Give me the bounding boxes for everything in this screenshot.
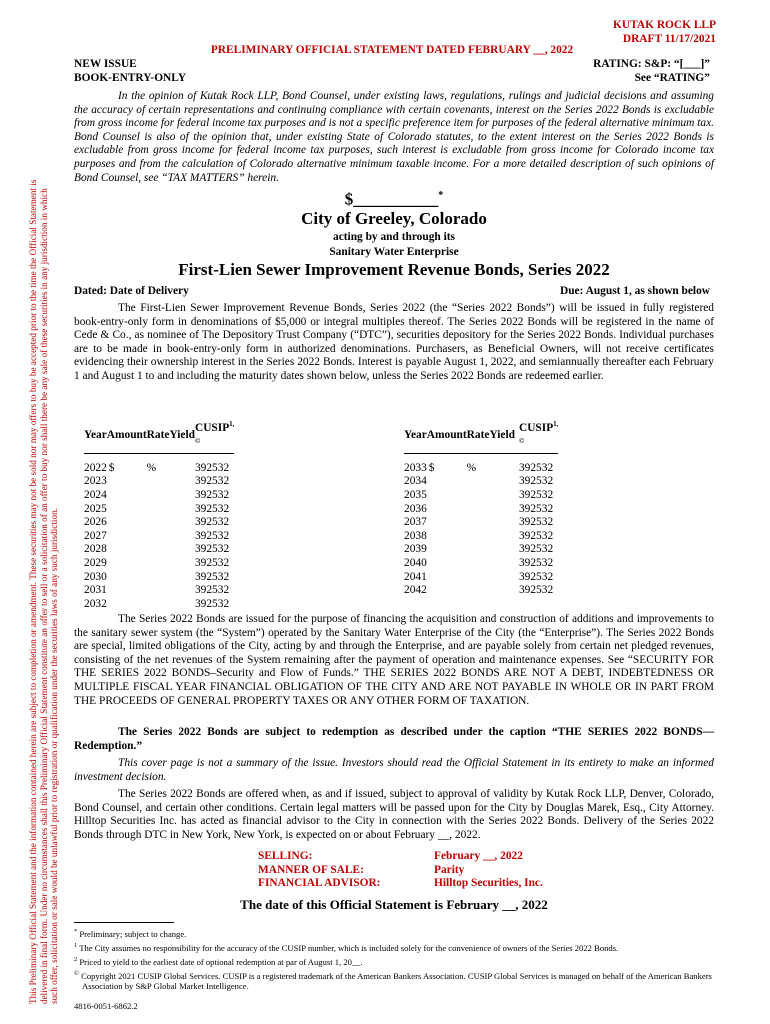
- maturity-year: 2023: [84, 475, 107, 488]
- side-notice: [28, 12, 60, 1004]
- cusip-sup: 1, ©: [194, 420, 235, 446]
- col-rate: Rate: [147, 418, 170, 453]
- maturity-row: [404, 503, 558, 517]
- maturity-rate: [147, 475, 170, 489]
- footnote-text: Copyright 2021 CUSIP Global Services. CUSIP is a registered trademark of the American Bankers Association. CUSIP Global Services is managed on behalf of the American Bankers Association by S&P Global Market Intelligence.: [81, 970, 712, 992]
- maturity-amount: [427, 503, 467, 517]
- maturity-row: [404, 462, 558, 476]
- maturity-year: 2024: [84, 488, 107, 501]
- maturity-cusip: 392532: [194, 543, 230, 556]
- footnote: [74, 954, 718, 968]
- footnote-mark: ©: [74, 969, 79, 977]
- maturity-yield: [169, 584, 195, 598]
- footnotes: [74, 926, 718, 992]
- maturity-amount: [427, 584, 467, 598]
- maturity-amount: [427, 557, 467, 571]
- statement-date: The date of this Official Statement is February __, 2022: [240, 897, 548, 912]
- maturity-yield: [489, 489, 515, 503]
- preliminary-banner: PRELIMINARY OFFICIAL STATEMENT DATED FEBRUARY __, 2022: [210, 44, 574, 56]
- maturity-cusip: 392532: [194, 584, 230, 597]
- col-yield: Yield: [489, 418, 515, 453]
- cover-notice: This cover page is not a summary of the issue. Investors should read the Official Statement in its entirety to make an informed investment decision.: [74, 757, 714, 783]
- maturity-cusip: 392532: [518, 488, 554, 501]
- maturity-yield: [169, 489, 195, 503]
- rating-block: [593, 58, 710, 85]
- maturity-year: 2027: [84, 529, 107, 542]
- maturity-row: [84, 571, 234, 585]
- maturity-rate: [147, 543, 170, 557]
- maturity-amount: $: [428, 461, 435, 474]
- maturity-rate: [467, 503, 490, 517]
- maturity-yield: [489, 475, 515, 489]
- bond-purpose: The Series 2022 Bonds are issued for the purpose of financing the acquisition and construction of additions and improvements to the sanitary sewer system (the “System”) operated by the Sanitary Water Enterprise of the City (the “Enterprise”). The Series 2022 Bonds are special, limited obligations of the City, acting by and through the Enterprise, and are payable solely from certain net pledged revenues, consisting of the net revenues of the System remaining after the payment of operation and maintenance expenses. See “SECURITY FOR THE SERIES 2022 BONDS–Security and Flow of Funds.” THE SERIES 2022 BONDS ARE NOT A DEBT, INDEBTEDNESS OR MULTIPLE FISCAL YEAR FINANCIAL OBLIGATION OF THE CITY AND ARE NOT PAYABLE IN WHOLE OR IN PART FROM THE PROCEEDS OF GENERAL PROPERTY TAXES OR ANY OTHER FORM OF TAXATION.: [74, 613, 714, 707]
- maturity-yield: [489, 584, 515, 598]
- maturity-row: [404, 584, 558, 598]
- maturity-row: [404, 543, 558, 557]
- maturity-year: 2030: [84, 570, 107, 583]
- col-rate: Rate: [467, 418, 490, 453]
- bond-description: The First-Lien Sewer Improvement Revenue Bonds, Series 2022 (the “Series 2022 Bonds”) will be issued in fully registered book-entry-only form in denominations of $5,000 or integral multiples thereof. The Series 2022 Bonds will be registered in the name of Cede & Co., as nominee of The Depository Trust Company (“DTC”), securities depository for the Series 2022 Bonds. Individual purchases are to be made in book-entry-only form in authorized denominations. Purchasers, as Beneficial Owners, will not receive certificates evidencing their ownership interest in the Series 2022 Bonds. Interest is payable August 1, 2022, and semiannually thereafter each February 1 and August 1 to and including the maturity dates shown below, unless the Series 2022 Bonds are redeemed earlier.: [74, 302, 714, 382]
- maturity-amount: [107, 543, 147, 557]
- maturity-row: [404, 571, 558, 585]
- footnote-mark: 2: [74, 955, 78, 963]
- maturity-yield: [489, 543, 515, 557]
- maturity-amount: [427, 530, 467, 544]
- maturity-yield: [169, 475, 195, 489]
- maturity-year: 2034: [404, 475, 427, 488]
- col-year: Year: [404, 418, 427, 453]
- maturity-amount: [107, 557, 147, 571]
- cusip-sup: 1, ©: [518, 420, 559, 446]
- maturity-rate: %: [146, 461, 157, 474]
- side-notice-line: such offer, solicitation or sale would be unlawful prior to registration or qualification under the securities laws of any such jurisdiction.: [49, 508, 60, 1004]
- maturity-cusip: 392532: [518, 502, 554, 515]
- maturity-yield: [169, 516, 195, 530]
- maturity-rate: %: [466, 461, 477, 474]
- footnote-mark: *: [74, 928, 78, 935]
- maturity-cusip: 392532: [194, 502, 230, 515]
- maturity-table-right: [404, 418, 558, 598]
- footnote-mark: 1: [74, 941, 78, 949]
- maturity-amount: [427, 516, 467, 530]
- col-cusip: [195, 418, 234, 453]
- side-notice-line: delivered in final form. Under no circumstances shall this Preliminary Official Statement constitute an offer to sell or a solicitation of an offer to buy nor shall there be any sale of these securities in any jurisdiction in which: [38, 188, 49, 1004]
- maturity-amount: [107, 489, 147, 503]
- par-amount-value: $__________: [344, 189, 439, 209]
- maturity-table-left: [84, 418, 234, 611]
- footnote-text: The City assumes no responsibility for the accuracy of the CUSIP number, which is included solely for the convenience of owners of the Series 2022 Bonds.: [79, 942, 619, 953]
- maturity-cusip: 392532: [194, 597, 230, 610]
- maturity-year: 2041: [404, 570, 427, 583]
- maturity-rate: [147, 516, 170, 530]
- rating: RATING: S&P: “[___]”: [593, 58, 710, 70]
- maturity-amount: [107, 584, 147, 598]
- footnote-text: Preliminary; subject to change.: [79, 928, 187, 939]
- maturity-yield: [169, 543, 195, 557]
- col-amount: Amount: [107, 418, 147, 453]
- sale-labels: [258, 850, 380, 891]
- maturity-year: 2029: [84, 556, 107, 569]
- footnote-rule: [74, 922, 174, 923]
- selling-label: SELLING:: [258, 850, 313, 862]
- maturity-amount: [427, 571, 467, 585]
- maturity-year: 2037: [404, 516, 427, 529]
- redemption-note: The Series 2022 Bonds are subject to redemption as described under the caption “THE SERIES 2022 BONDS—Redemption.”: [74, 726, 714, 752]
- advisor-value: Hilltop Securities, Inc.: [434, 877, 543, 890]
- acting-through: acting by and through its: [333, 231, 455, 243]
- maturity-row: [84, 557, 234, 571]
- manner-label: MANNER OF SALE:: [258, 863, 364, 876]
- maturity-year: 2042: [404, 584, 427, 597]
- maturity-amount: [427, 475, 467, 489]
- maturity-year: 2033: [404, 461, 427, 474]
- maturity-row: [84, 489, 234, 503]
- cusip-label: CUSIP: [194, 421, 230, 434]
- footnote: [74, 968, 718, 993]
- new-issue: NEW ISSUE: [74, 58, 137, 70]
- maturity-yield: [489, 516, 515, 530]
- maturity-amount: [107, 516, 147, 530]
- maturity-rate: [147, 530, 170, 544]
- maturity-row: [404, 516, 558, 530]
- col-yield: Yield: [169, 418, 195, 453]
- document-id: 4816-0051-6862.2: [74, 1001, 138, 1011]
- bond-title: First-Lien Sewer Improvement Revenue Bonds, Series 2022: [178, 260, 610, 279]
- maturity-cusip: 392532: [518, 584, 554, 597]
- maturity-row: [84, 598, 234, 612]
- maturity-rate: [147, 489, 170, 503]
- maturity-cusip: 392532: [194, 529, 230, 542]
- dated-date: Dated: Date of Delivery: [74, 285, 189, 297]
- footnote: [74, 926, 718, 940]
- offering-terms: The Series 2022 Bonds are offered when, as and if issued, subject to approval of validity by Kutak Rock LLP, Denver, Colorado, Bond Counsel, and certain other conditions. Certain legal matters will be passed upon for the City by Douglas Marek, Esq., City Attorney. Hilltop Securities Inc. has acted as financial advisor to the City in connection with the Series 2022 Bonds. Delivery of the Series 2022 Bonds through DTC in New York, New York, is expected on or about February __, 2022.: [74, 788, 714, 841]
- maturity-year: 2038: [404, 529, 427, 542]
- maturity-amount: [427, 543, 467, 557]
- maturity-row: [84, 475, 234, 489]
- maturity-year: 2022: [84, 461, 107, 474]
- maturity-cusip: 392532: [518, 570, 554, 583]
- maturity-row: [84, 462, 234, 476]
- maturity-amount: [107, 571, 147, 585]
- maturity-cusip: 392532: [518, 556, 554, 569]
- maturity-yield: [169, 503, 195, 517]
- maturity-rate: [467, 584, 490, 598]
- maturity-rate: [467, 543, 490, 557]
- side-notice-line: This Preliminary Official Statement and the information contained herein are subject to completion or amendment. These securities may not be sold nor may offers to buy be accepted prior to the time the Official Statement is: [28, 179, 38, 1004]
- maturity-cusip: 392532: [518, 475, 554, 488]
- maturity-cusip: 392532: [518, 543, 554, 556]
- maturity-row: [84, 516, 234, 530]
- maturity-rate: [467, 516, 490, 530]
- maturity-yield: [489, 571, 515, 585]
- maturity-yield: [169, 557, 195, 571]
- maturity-year: 2031: [84, 584, 107, 597]
- maturity-yield: [169, 462, 195, 476]
- sale-values: [434, 850, 543, 891]
- draft-header: [613, 19, 716, 46]
- maturity-rate: [467, 489, 490, 503]
- maturity-row: [84, 584, 234, 598]
- par-amount: [74, 186, 714, 210]
- maturity-yield: [169, 530, 195, 544]
- firm-name: KUTAK ROCK LLP: [613, 19, 716, 31]
- maturity-amount: [107, 598, 147, 612]
- maturity-cusip: 392532: [194, 475, 230, 488]
- maturity-amount: [107, 530, 147, 544]
- maturity-cusip: 392532: [194, 461, 230, 474]
- book-entry: BOOK-ENTRY-ONLY: [74, 71, 187, 84]
- maturity-yield: [489, 530, 515, 544]
- cusip-label: CUSIP: [518, 421, 554, 434]
- maturity-year: 2028: [84, 543, 107, 556]
- maturity-rate: [147, 571, 170, 585]
- maturity-cusip: 392532: [194, 570, 230, 583]
- issuer-name: City of Greeley, Colorado: [301, 209, 487, 228]
- maturity-row: [404, 530, 558, 544]
- par-amount-mark: *: [438, 190, 444, 201]
- maturity-row: [84, 543, 234, 557]
- maturity-cusip: 392532: [518, 529, 554, 542]
- maturity-rate: [467, 557, 490, 571]
- maturity-rate: [467, 530, 490, 544]
- maturity-yield: [169, 571, 195, 585]
- maturity-year: 2035: [404, 488, 427, 501]
- maturity-year: 2036: [404, 502, 427, 515]
- maturity-cusip: 392532: [518, 516, 554, 529]
- maturity-cusip: 392532: [194, 488, 230, 501]
- maturity-year: 2025: [84, 502, 107, 515]
- maturity-year: 2040: [404, 556, 427, 569]
- maturity-row: [84, 530, 234, 544]
- issue-type: [74, 58, 186, 85]
- maturity-rate: [147, 598, 170, 612]
- maturity-yield: [489, 503, 515, 517]
- due-date: Due: August 1, as shown below: [559, 285, 710, 297]
- maturity-yield: [489, 462, 515, 476]
- see-rating: See “RATING”: [634, 71, 710, 84]
- maturity-yield: [489, 557, 515, 571]
- enterprise-name: Sanitary Water Enterprise: [329, 246, 459, 258]
- maturity-cusip: 392532: [194, 516, 230, 529]
- maturity-rate: [147, 503, 170, 517]
- maturity-row: [84, 503, 234, 517]
- maturity-rate: [467, 571, 490, 585]
- maturity-cusip: 392532: [518, 461, 554, 474]
- selling-value: February __, 2022: [434, 850, 523, 862]
- footnote: [74, 940, 718, 954]
- tax-opinion: In the opinion of Kutak Rock LLP, Bond Counsel, under existing laws, regulations, rulings and judicial decisions and assuming the accuracy of certain representations and continuing compliance with certain covenants, interest on the Series 2022 Bonds is excludable from gross income for federal income tax purposes and is not a specific preference item for purposes of the federal alternative minimum tax. Bond Counsel is also of the opinion that, under existing State of Colorado statutes, to the extent interest on the Series 2022 Bonds is excludable from gross income for federal income tax purposes, such interest is excludable from gross income for Colorado income tax purposes and from the calculation of Colorado alternative minimum taxable income. For a more detailed description of such opinions of Bond Counsel, see “TAX MATTERS” herein.: [74, 90, 714, 184]
- maturity-year: 2039: [404, 543, 427, 556]
- maturity-amount: [107, 503, 147, 517]
- maturity-amount: [427, 489, 467, 503]
- manner-value: Parity: [434, 863, 465, 876]
- draft-date: DRAFT 11/17/2021: [622, 32, 716, 45]
- maturity-row: [404, 475, 558, 489]
- maturity-yield: [169, 598, 195, 612]
- maturity-row: [404, 489, 558, 503]
- col-amount: Amount: [427, 418, 467, 453]
- maturity-rate: [467, 475, 490, 489]
- maturity-year: 2026: [84, 516, 107, 529]
- maturity-row: [404, 557, 558, 571]
- advisor-label: FINANCIAL ADVISOR:: [258, 877, 381, 890]
- col-cusip: [515, 418, 558, 453]
- maturity-rate: [147, 584, 170, 598]
- maturity-year: 2032: [84, 597, 107, 610]
- footnote-text: Priced to yield to the earliest date of optional redemption at par of August 1, 20__.: [79, 956, 363, 967]
- maturity-amount: $: [108, 461, 115, 474]
- maturity-amount: [107, 475, 147, 489]
- maturity-rate: [147, 557, 170, 571]
- col-year: Year: [84, 418, 107, 453]
- maturity-cusip: 392532: [194, 556, 230, 569]
